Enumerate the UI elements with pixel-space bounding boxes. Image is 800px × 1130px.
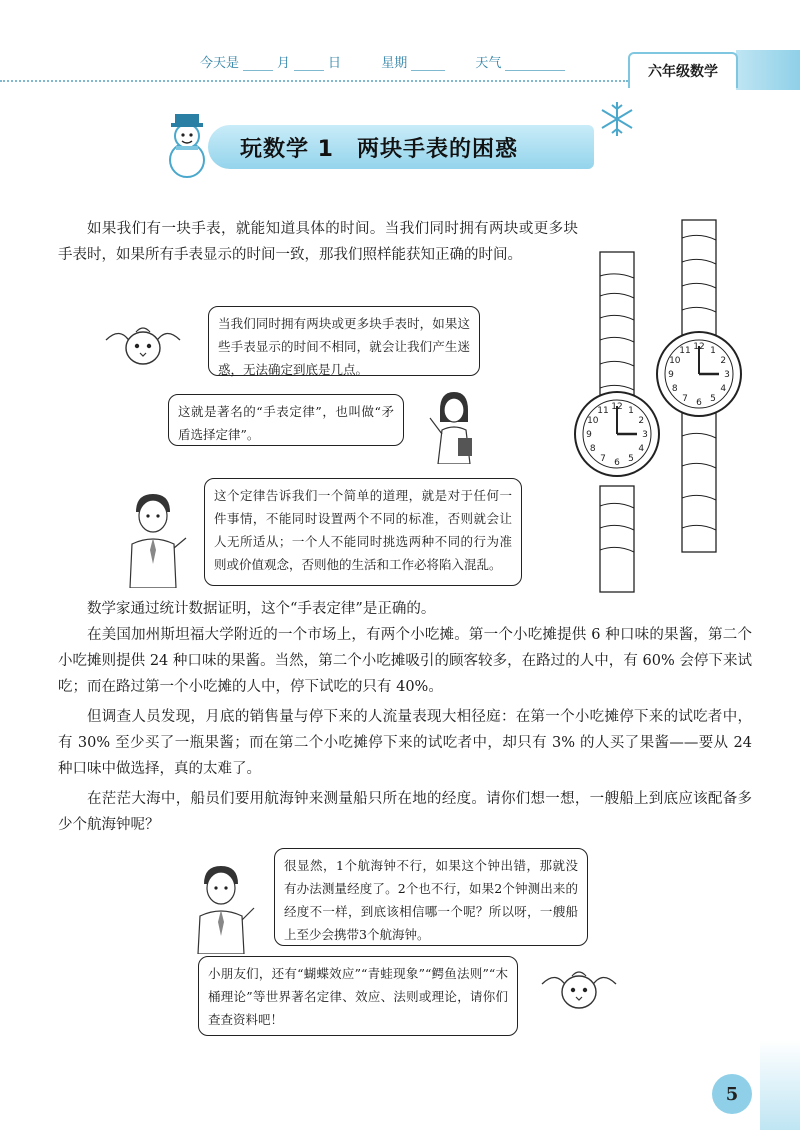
dial-numeral: 11 [597, 405, 609, 416]
weather-blank [505, 56, 565, 71]
dial-numeral: 1 [710, 345, 716, 356]
day-label: 日 [328, 56, 342, 71]
month-label: 月 [277, 56, 291, 71]
speech-bubble-2: 这就是著名的“手表定律”，也叫做“矛盾选择定律”。 [168, 394, 404, 446]
dial-numeral: 12 [611, 402, 623, 412]
dial-numeral: 8 [589, 444, 596, 454]
dial-numeral: 7 [600, 454, 606, 465]
dial-numeral: 4 [638, 444, 645, 454]
speech-bubble-5: 小朋友们，还有“蝴蝶效应”“青蛙现象”“鳄鱼法则”“木桶理论”等世界著名定律、效应、法则或理论，请你们查查资料吧！ [198, 956, 518, 1036]
title-banner [208, 125, 594, 169]
page-title: 玩数学 1 两块手表的困惑 [240, 136, 518, 162]
dial-numeral: 10 [669, 356, 681, 366]
intro-paragraph: 如果我们有一块手表，就能知道具体的时间。当我们同时拥有两块或更多块手表时，如果所有手表显示的时间一致，那我们照样能获知正确的时间。 [58, 221, 578, 263]
dial-numeral: 2 [638, 416, 645, 426]
boy-icon-1 [118, 490, 188, 588]
dial-numeral: 6 [614, 458, 620, 468]
week-label: 星期 [381, 56, 408, 71]
snowflake-icon [598, 100, 636, 138]
page-number: 5 [712, 1074, 752, 1114]
bird-mascot-icon [102, 322, 184, 368]
day-blank [294, 56, 324, 71]
dial-numeral: 6 [696, 398, 702, 408]
grade-tab: 六年级数学 [628, 52, 738, 88]
header-dotted-rule [0, 80, 628, 82]
dial-numeral: 11 [679, 345, 691, 356]
boy-icon-2 [186, 862, 256, 954]
paragraph-4: 在茫茫大海中，船员们要用航海钟来测量船只所在地的经度。请你们想一想，一艘船上到底应该配备多少个航海钟呢？ [58, 791, 752, 833]
speech-bubble-1: 当我们同时拥有两块或更多块手表时，如果这些手表显示的时间不相同，就会让我们产生迷惑，无法确定到底是几点。 [208, 306, 480, 376]
dial-numeral: 5 [628, 454, 634, 465]
dial-numeral: 9 [668, 370, 674, 380]
dial-numeral: 3 [724, 370, 730, 380]
dial-numeral: 4 [720, 384, 727, 394]
dial-numeral: 12 [693, 342, 705, 352]
dial-numeral: 3 [642, 430, 648, 440]
bird-mascot-icon-2 [538, 966, 620, 1012]
dial-numeral: 7 [682, 394, 688, 405]
corner-decoration [760, 1040, 800, 1130]
paragraph-1: 数学家通过统计数据证明，这个“手表定律”是正确的。 [87, 601, 436, 617]
speech-bubble-4: 很显然，1个航海钟不行，如果这个钟出错，那就没有办法测量经度了。2个也不行，如果2个钟测出来的经度不一样，到底该相信哪一个呢？所以呀，一艘船上至少会携带3个航海钟。 [274, 848, 588, 946]
snowman-icon [160, 110, 214, 180]
teacher-icon [424, 388, 484, 464]
month-blank [243, 56, 273, 71]
date-weather-fields [200, 52, 569, 71]
paragraph-2: 在美国加州斯坦福大学附近的一个市场上，有两个小吃摊。第一个小吃摊提供 6 种口味的果酱，第二个小吃摊则提供 24 种口味的果酱。当然，第二个小吃摊吸引的顾客较多，在路过的人中，有 60% 会停下来试吃；而在路过第一个小吃摊的人中，停下试吃的只有 40%。 [58, 627, 752, 695]
weather-label: 天气 [475, 56, 502, 71]
speech-bubble-3: 这个定律告诉我们一个简单的道理，就是对于任何一件事情，不能同时设置两个不同的标准，否则就会让人无所适从；一个人不能同时挑选两种不同的行为准则或价值观念，否则他的生活和工作必将陷入混乱。 [204, 478, 522, 586]
dial-numeral: 1 [628, 405, 634, 416]
today-label: 今天是 [200, 56, 240, 71]
dial-numeral: 5 [710, 394, 716, 405]
dial-numeral: 9 [586, 430, 592, 440]
week-blank [411, 56, 445, 71]
two-watches-illustration [572, 216, 768, 596]
dial-numeral: 10 [587, 416, 599, 426]
dial-numeral: 2 [720, 356, 727, 366]
paragraph-3: 但调查人员发现，月底的销售量与停下来的人流量表现大相径庭：在第一个小吃摊停下来的试吃者中，有 30% 至少买了一瓶果酱；而在第二个小吃摊停下来的试吃者中，却只有 3% 的人买了果酱——要从 24 种口味中做选择，真的太难了。 [58, 709, 752, 777]
dial-numeral: 8 [671, 384, 678, 394]
header-edge-strip [736, 50, 800, 90]
